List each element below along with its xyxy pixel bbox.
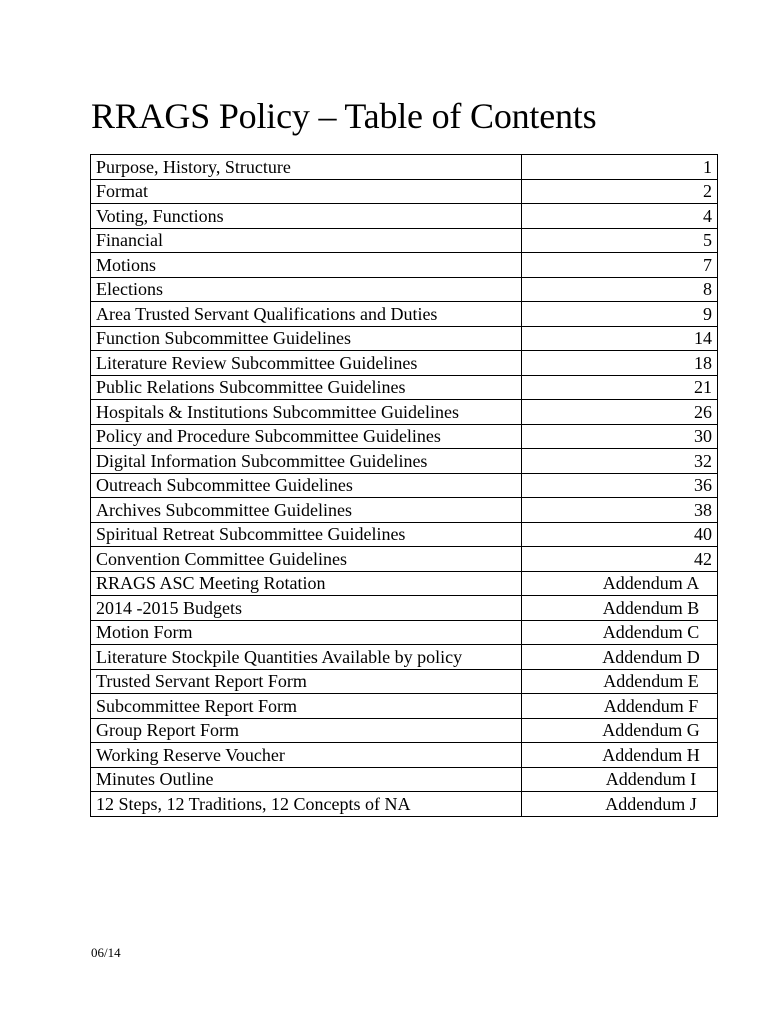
toc-entry-title: 2014 -2015 Budgets [91, 596, 522, 621]
toc-entry-title: Archives Subcommittee Guidelines [91, 498, 522, 523]
toc-entry-title: Format [91, 179, 522, 204]
toc-entry-page: 30 [522, 424, 718, 449]
table-row [91, 204, 718, 229]
toc-entry-page: Addendum E [522, 669, 718, 694]
table-row [91, 498, 718, 523]
toc-entry-page: Addendum H [522, 743, 718, 768]
toc-entry-title: Policy and Procedure Subcommittee Guidelines [91, 424, 522, 449]
table-row [91, 522, 718, 547]
toc-entry-page: Addendum C [522, 620, 718, 645]
table-row [91, 326, 718, 351]
table-row [91, 253, 718, 278]
toc-entry-page: 2 [522, 179, 718, 204]
toc-entry-page: Addendum F [522, 694, 718, 719]
toc-entry-title: Subcommittee Report Form [91, 694, 522, 719]
table-row [91, 228, 718, 253]
table-row [91, 547, 718, 572]
table-row [91, 400, 718, 425]
toc-entry-page: 32 [522, 449, 718, 474]
toc-entry-title: Elections [91, 277, 522, 302]
toc-entry-title: Function Subcommittee Guidelines [91, 326, 522, 351]
footer-date: 06/14 [91, 945, 121, 960]
table-row [91, 767, 718, 792]
table-row [91, 645, 718, 670]
toc-entry-title: Literature Stockpile Quantities Available by policy [91, 645, 522, 670]
toc-entry-page: 21 [522, 375, 718, 400]
toc-entry-page: 14 [522, 326, 718, 351]
toc-entry-title: RRAGS ASC Meeting Rotation [91, 571, 522, 596]
toc-entry-title: Minutes Outline [91, 767, 522, 792]
toc-entry-page: 8 [522, 277, 718, 302]
toc-entry-title: Motions [91, 253, 522, 278]
toc-entry-page: Addendum B [522, 596, 718, 621]
toc-entry-title: Voting, Functions [91, 204, 522, 229]
toc-entry-title: Purpose, History, Structure [91, 155, 522, 180]
toc-entry-page: 5 [522, 228, 718, 253]
toc-entry-page: Addendum G [522, 718, 718, 743]
table-row [91, 473, 718, 498]
toc-entry-title: Working Reserve Voucher [91, 743, 522, 768]
table-row [91, 351, 718, 376]
toc-entry-page: 7 [522, 253, 718, 278]
toc-entry-page: 42 [522, 547, 718, 572]
toc-entry-title: Area Trusted Servant Qualifications and Duties [91, 302, 522, 327]
toc-entry-title: Spiritual Retreat Subcommittee Guidelines [91, 522, 522, 547]
toc-entry-page: 36 [522, 473, 718, 498]
table-row [91, 424, 718, 449]
toc-entry-title: Outreach Subcommittee Guidelines [91, 473, 522, 498]
toc-entry-page: Addendum D [522, 645, 718, 670]
toc-entry-title: Public Relations Subcommittee Guidelines [91, 375, 522, 400]
toc-entry-title: Financial [91, 228, 522, 253]
toc-entry-title: Hospitals & Institutions Subcommittee Guidelines [91, 400, 522, 425]
toc-entry-page: 38 [522, 498, 718, 523]
table-row [91, 155, 718, 180]
table-row [91, 792, 718, 817]
document-title: RRAGS Policy – Table of Contents [91, 96, 597, 136]
table-row [91, 302, 718, 327]
toc-entry-title: 12 Steps, 12 Traditions, 12 Concepts of NA [91, 792, 522, 817]
toc-entry-title: Group Report Form [91, 718, 522, 743]
table-row [91, 375, 718, 400]
toc-entry-page: Addendum A [522, 571, 718, 596]
toc-body [91, 155, 718, 817]
table-of-contents [90, 154, 718, 817]
toc-entry-page: 1 [522, 155, 718, 180]
toc-entry-title: Trusted Servant Report Form [91, 669, 522, 694]
table-row [91, 620, 718, 645]
toc-entry-title: Literature Review Subcommittee Guidelines [91, 351, 522, 376]
toc-entry-page: 4 [522, 204, 718, 229]
table-row [91, 596, 718, 621]
toc-entry-page: 26 [522, 400, 718, 425]
table-row [91, 179, 718, 204]
table-row [91, 669, 718, 694]
toc-entry-title: Motion Form [91, 620, 522, 645]
toc-entry-page: 18 [522, 351, 718, 376]
toc-entry-page: Addendum I [522, 767, 718, 792]
table-row [91, 571, 718, 596]
toc-entry-page: Addendum J [522, 792, 718, 817]
table-row [91, 277, 718, 302]
toc-entry-title: Digital Information Subcommittee Guidelines [91, 449, 522, 474]
table-row [91, 449, 718, 474]
table-row [91, 694, 718, 719]
toc-entry-page: 9 [522, 302, 718, 327]
toc-entry-page: 40 [522, 522, 718, 547]
table-row [91, 718, 718, 743]
table-row [91, 743, 718, 768]
toc-entry-title: Convention Committee Guidelines [91, 547, 522, 572]
